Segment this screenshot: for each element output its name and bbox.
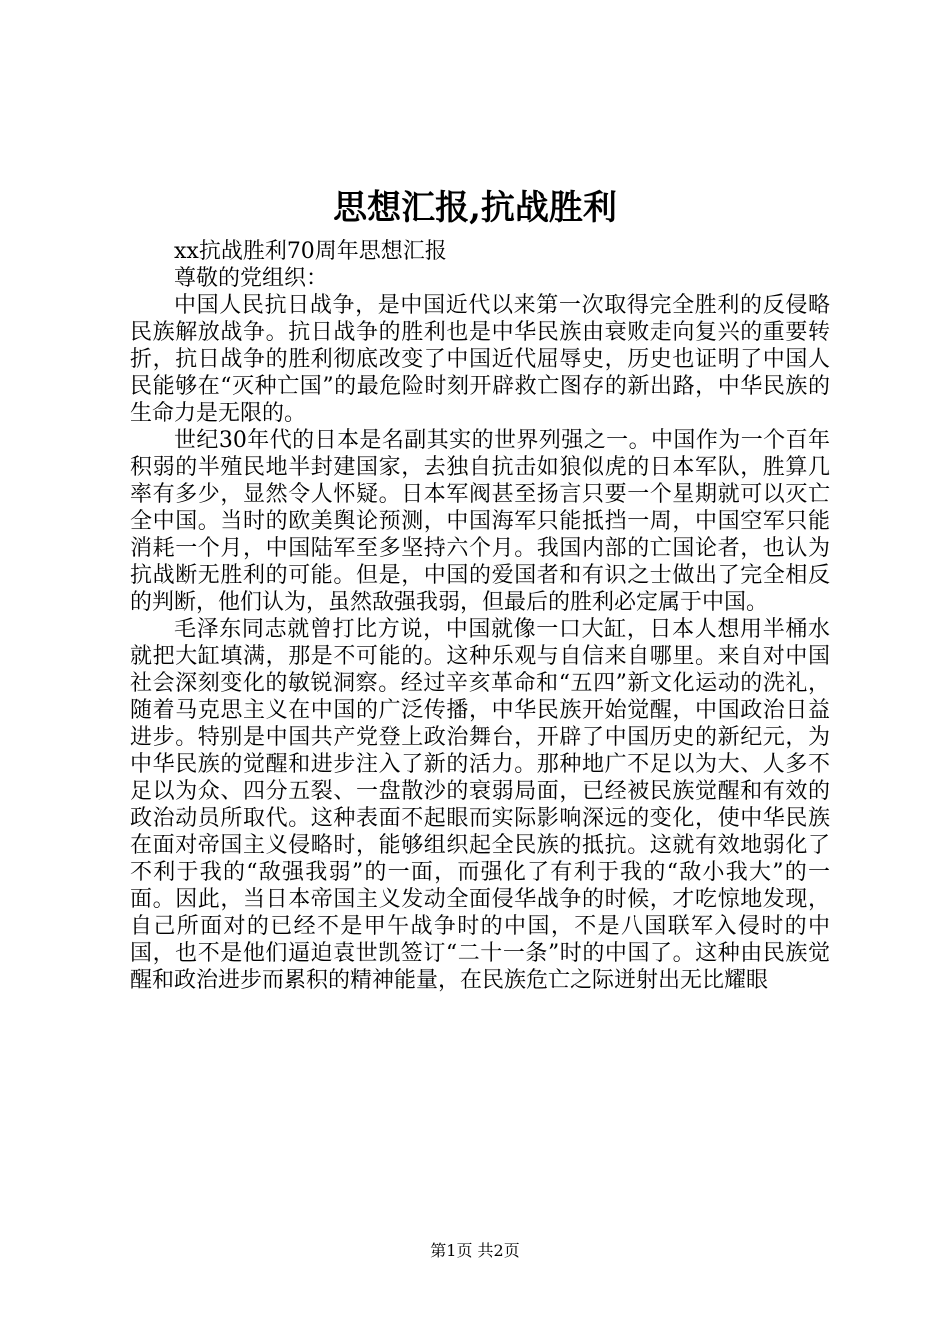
salutation: 尊敬的党组织：: [174, 266, 329, 291]
document-body: [130, 238, 830, 994]
document-subtitle: xx抗战胜利70周年思想汇报: [174, 239, 447, 264]
paragraph-1: 中国人民抗日战争，是中国近代以来第一次取得完全胜利的反侵略民族解放战争。抗日战争的胜利也是中华民族由衰败走向复兴的重要转折，抗日战争的胜利彻底改变了中国近代屈辱史，历史也证明了中国人民能够在“灭种亡国”的最危险时刻开辟救亡图存的新出路，中华民族的生命力是无限的。: [130, 293, 830, 426]
document-title: 思想汇报,抗战胜利: [333, 188, 617, 228]
paragraph-3: 毛泽东同志就曾打比方说，中国就像一口大缸，日本人想用半桶水就把大缸填满，那是不可能的。这种乐观与自信来自哪里。来自对中国社会深刻变化的敏锐洞察。经过辛亥革命和“五四”新文化运动的洗礼，随着马克思主义在中国的广泛传播，中华民族开始觉醒，中国政治日益进步。特别是中国共产党登上政治舞台，开辟了中国历史的新纪元，为中华民族的觉醒和进步注入了新的活力。那种地广不足以为大、人多不足以为众、四分五裂、一盘散沙的衰弱局面，已经被民族觉醒和有效的政治动员所取代。这种表面不起眼而实际影响深远的变化，使中华民族在面对帝国主义侵略时，能够组织起全民族的抵抗。这就有效地弱化了不利于我的“敌强我弱”的一面，而强化了有利于我的“敌小我大”的一面。因此，当日本帝国主义发动全面侵华战争的时候，才吃惊地发现，自己所面对的已经不是甲午战争时的中国，不是八国联军入侵时的中国，也不是他们逼迫袁世凯签订“二十一条”时的中国了。这种由民族觉醒和政治进步而累积的精神能量，在民族危亡之际迸射出无比耀眼: [130, 617, 830, 993]
paragraph-2: 世纪30年代的日本是名副其实的世界列强之一。中国作为一个百年积弱的半殖民地半封建国家，去独自抗击如狼似虎的日本军队，胜算几率有多少，显然令人怀疑。日本军阀甚至扬言只要一个星期就可以灭亡全中国。当时的欧美舆论预测，中国海军只能抵挡一周，中国空军只能消耗一个月，中国陆军至多坚持六个月。我国内部的亡国论者，也认为抗战断无胜利的可能。但是，中国的爱国者和有识之士做出了完全相反的判断，他们认为，虽然敌强我弱，但最后的胜利必定属于中国。: [130, 428, 830, 615]
page-footer: 第1页 共2页: [430, 1241, 520, 1260]
